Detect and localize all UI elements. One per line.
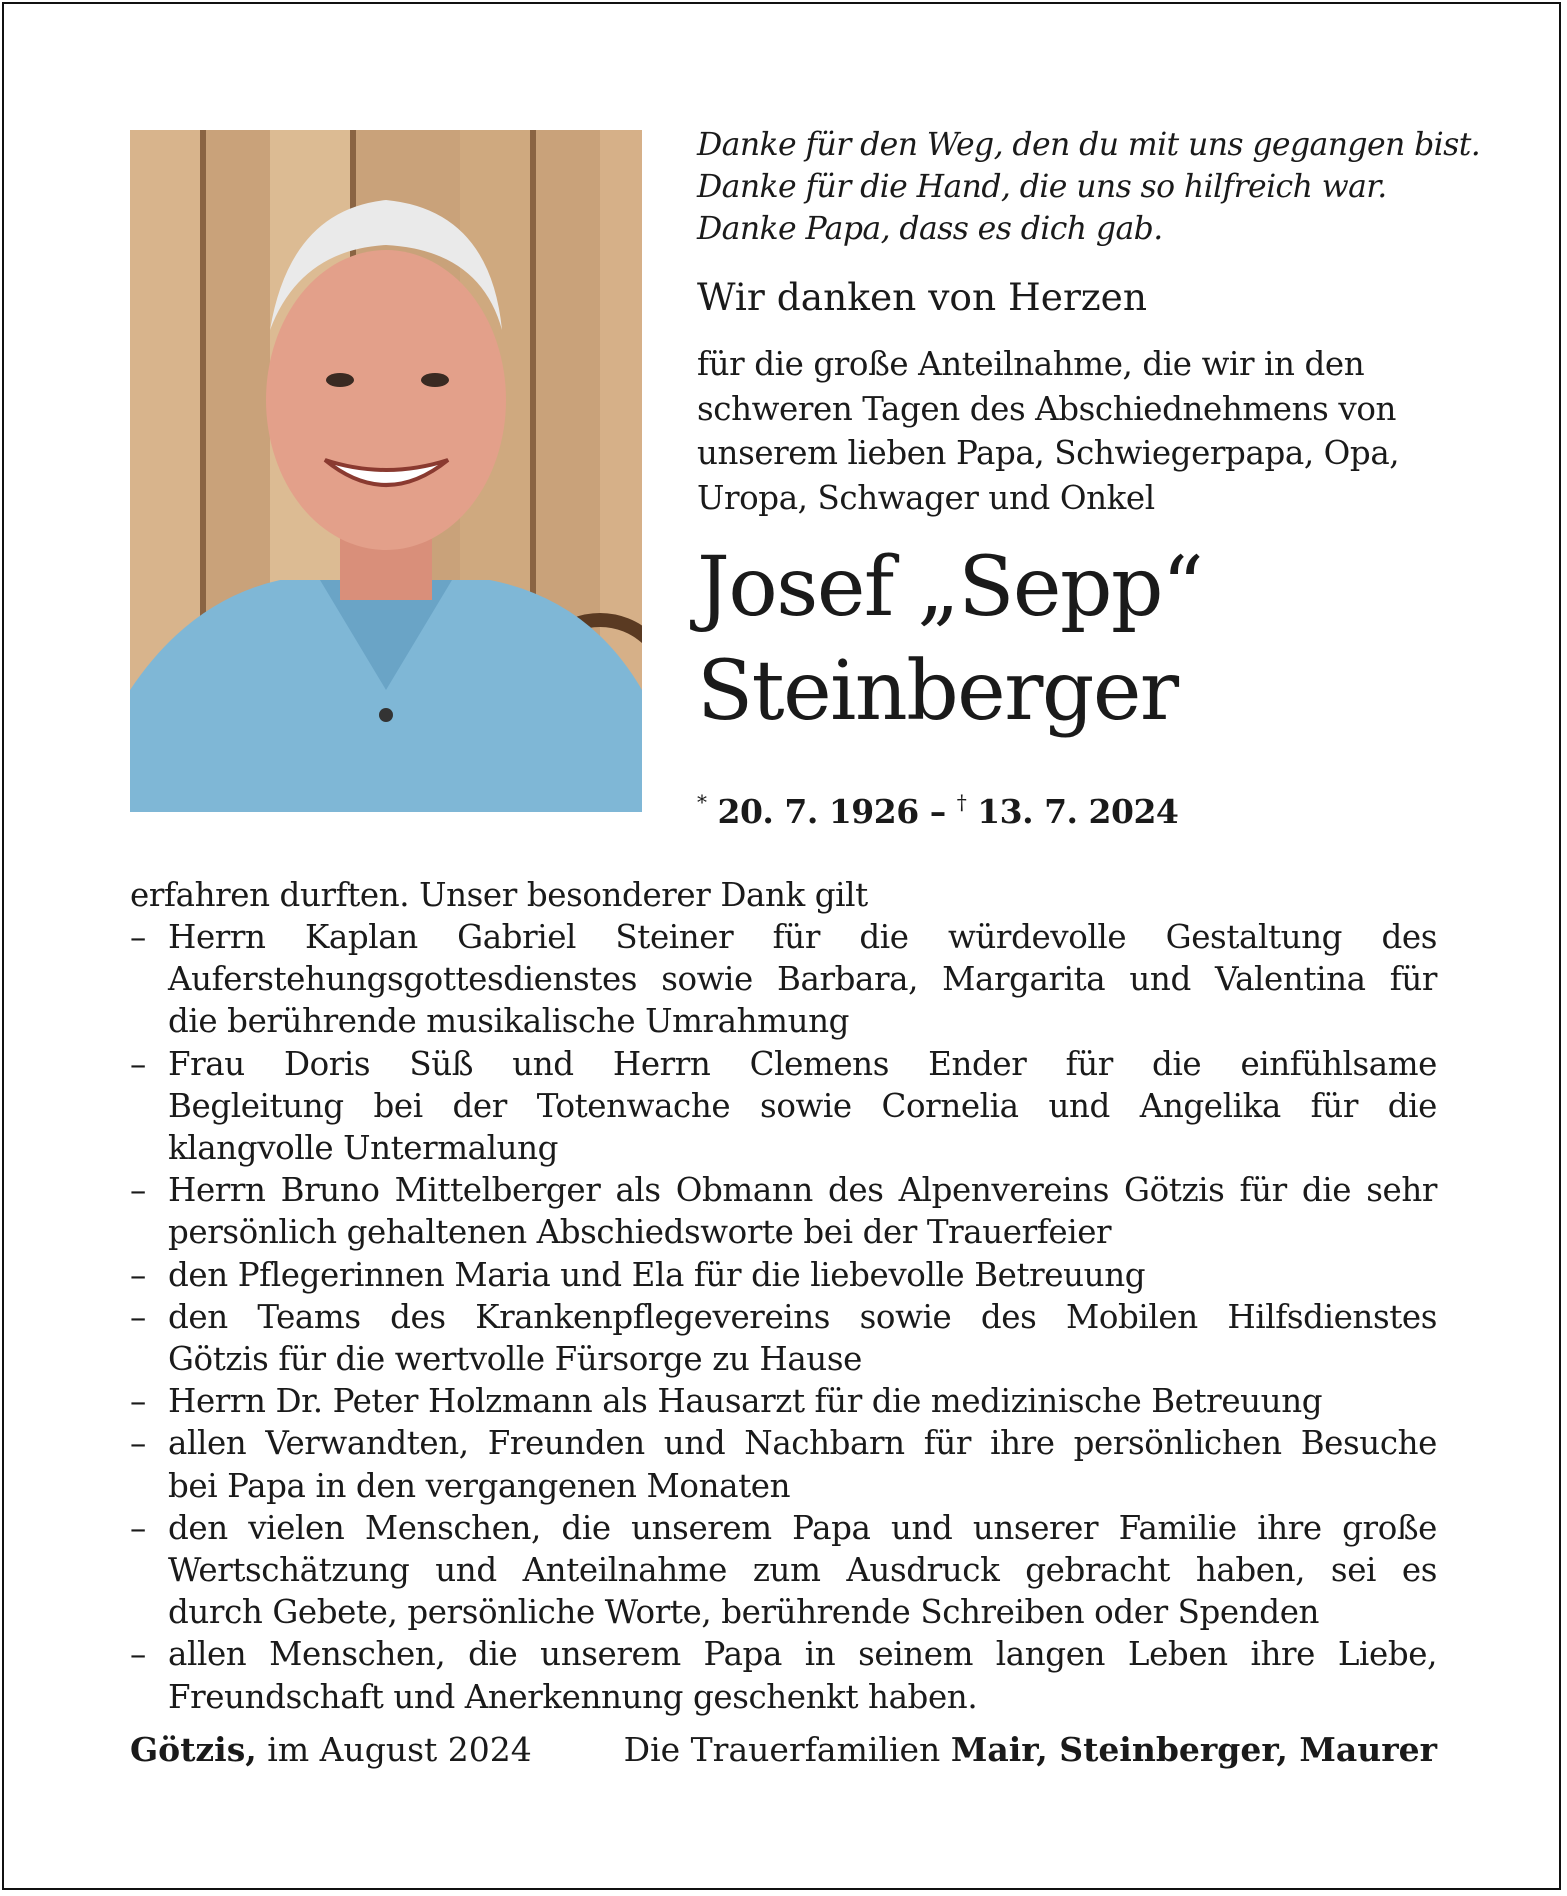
date-separator: –: [929, 792, 946, 831]
thanks-line: unserem lieben Papa, Schwiegerpapa, Opa,: [697, 434, 1400, 472]
list-dash: –: [130, 1508, 146, 1547]
list-dash: –: [130, 1255, 146, 1294]
name-line-2: Steinberger: [697, 644, 1178, 739]
list-dash: –: [130, 918, 146, 956]
list-item-line: den Teams des Krankenpflegevereins sowie des Mobilen Hilfsdienstes: [168, 1297, 1437, 1336]
list-item-line: den Pflegerinnen Maria und Ela für die liebevolle Betreuung: [168, 1255, 1146, 1294]
thanks-list: [130, 916, 1437, 1718]
list-item: [130, 916, 1437, 1043]
list-item: [130, 1296, 1437, 1380]
thanks-line: schweren Tagen des Abschiednehmens von: [697, 389, 1397, 428]
list-item: [130, 1169, 1437, 1253]
list-item-line: persönlich gehaltenen Abschiedsworte bei der Trauerfeier: [168, 1213, 1112, 1252]
list-dash: –: [130, 1171, 146, 1210]
death-date: 13. 7. 2024: [977, 792, 1179, 831]
list-item: [130, 1254, 1437, 1296]
birth-date: 20. 7. 1926: [717, 792, 919, 831]
deceased-name: [697, 536, 1442, 744]
footer-place-date: [130, 1728, 532, 1772]
list-item: [130, 1422, 1437, 1506]
thanks-line: für die große Anteilnahme, die wir in den: [697, 345, 1365, 383]
list-item: [130, 1380, 1437, 1422]
motto-verse: [697, 124, 1481, 250]
life-dates: [697, 782, 1442, 832]
list-item-line: den vielen Menschen, die unserem Papa und unserer Familie ihre große: [168, 1508, 1437, 1547]
list-item-line: Frau Doris Süß und Herrn Clemens Ender für die einfühlsame: [168, 1044, 1437, 1083]
list-dash: –: [130, 1382, 146, 1421]
portrait-photo: [130, 130, 642, 812]
list-item-line: allen Verwandten, Freunden und Nachbarn für ihre persönlichen Besuche: [168, 1424, 1437, 1463]
thanks-line: Uropa, Schwager und Onkel: [697, 478, 1155, 517]
list-item-line: Begleitung bei der Totenwache sowie Cornelia und Angelika für die: [168, 1086, 1437, 1125]
list-item-line: Auferstehungsgottesdienstes sowie Barbara, Margarita und Valentina für: [168, 960, 1437, 999]
family-names: Mair, Steinberger, Maurer: [950, 1730, 1437, 1769]
list-item-line: bei Papa in den vergangenen Monaten: [168, 1466, 791, 1505]
death-symbol: †: [956, 790, 967, 814]
list-item-line: Herrn Kaplan Gabriel Steiner für die würdevolle Gestaltung des: [168, 918, 1437, 956]
list-item-line: Freundschaft und Anerkennung geschenkt haben.: [168, 1677, 978, 1716]
list-item-line: die berührende musikalische Umrahmung: [168, 1002, 850, 1041]
thanks-text: [697, 342, 1442, 520]
motto-line: Danke für den Weg, den du mit uns gegangen bist.: [697, 127, 1481, 163]
portrait-illustration: [130, 130, 642, 812]
list-item: [130, 1507, 1437, 1634]
list-dash: –: [130, 1424, 146, 1463]
list-item: [130, 1043, 1437, 1170]
family-prefix: Die Trauerfamilien: [623, 1730, 941, 1769]
list-item-line: allen Menschen, die unserem Papa in seinem langen Leben ihre Liebe,: [168, 1635, 1437, 1674]
motto-line: Danke Papa, dass es dich gab.: [697, 211, 1163, 247]
footer-date: im August 2024: [267, 1730, 532, 1769]
footer-family: [624, 1728, 1437, 1772]
list-dash: –: [130, 1044, 146, 1083]
list-dash: –: [130, 1635, 146, 1674]
list-item-line: durch Gebete, persönliche Worte, berührende Schreiben oder Spenden: [168, 1593, 1320, 1632]
motto-line: Danke für die Hand, die uns so hilfreich war.: [697, 169, 1387, 205]
thanks-heading: Wir danken von Herzen: [697, 275, 1147, 319]
name-line-1: Josef „Sepp“: [697, 540, 1203, 635]
list-dash: –: [130, 1297, 146, 1336]
list-item-line: Herrn Dr. Peter Holzmann als Hausarzt für die medizinische Betreuung: [168, 1382, 1323, 1421]
list-item-line: Herrn Bruno Mittelberger als Obmann des Alpenvereins Götzis für die sehr: [168, 1171, 1437, 1210]
list-item-line: Wertschätzung und Anteilnahme zum Ausdruck gebracht haben, sei es: [168, 1551, 1437, 1590]
birth-symbol: *: [697, 790, 707, 814]
list-item: [130, 1633, 1437, 1717]
footer-place: Götzis,: [130, 1730, 257, 1769]
list-item-line: klangvolle Untermalung: [168, 1129, 559, 1168]
list-item-line: Götzis für die wertvolle Fürsorge zu Hause: [168, 1340, 862, 1379]
intro-text: erfahren durften. Unser besonderer Dank gilt: [130, 876, 868, 914]
